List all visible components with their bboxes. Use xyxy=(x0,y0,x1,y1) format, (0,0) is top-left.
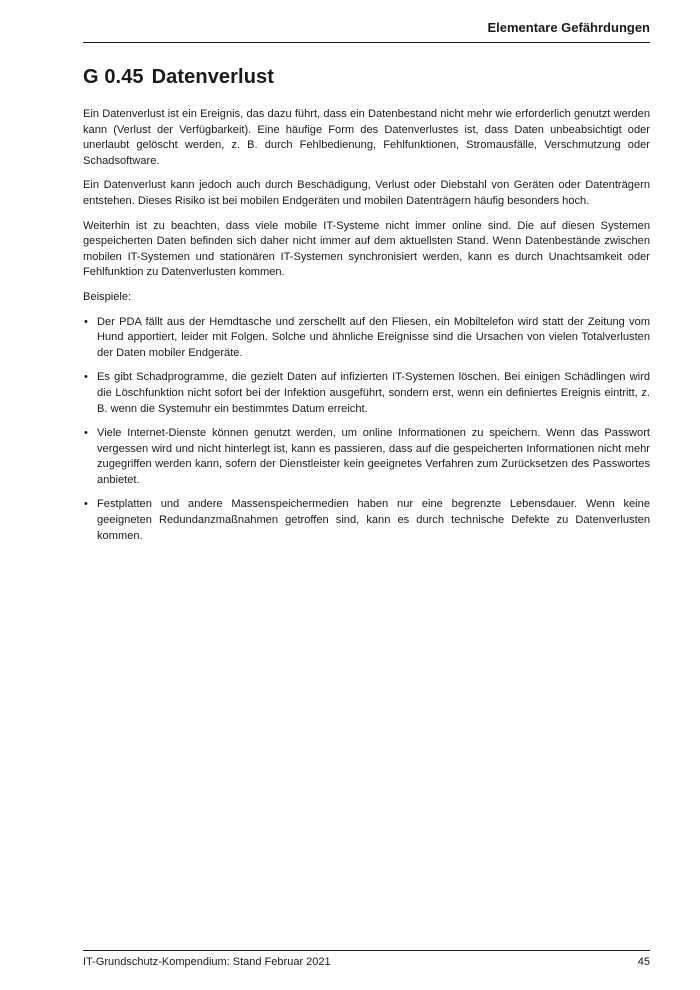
bullet-icon: • xyxy=(84,427,88,440)
page-number: 45 xyxy=(637,956,650,968)
bullet-icon: • xyxy=(84,498,88,511)
examples-list xyxy=(83,315,650,545)
paragraph-physical-loss: Ein Datenverlust kann jedoch auch durch Beschädigung, Verlust oder Diebstahl von Geräten oder Datenträgern entstehen. Dieses Risiko ist bei mobilen Endgeräten und mobilen Datenträgern häufig besonders hoch. xyxy=(83,179,650,207)
list-item xyxy=(83,426,650,488)
examples-label: Beispiele: xyxy=(83,290,132,303)
footer-publication: IT-Grundschutz-Kompendium: Stand Februar 2021 xyxy=(83,956,331,968)
footer-divider xyxy=(83,950,650,951)
bullet-icon: • xyxy=(84,315,88,328)
running-header-title: Elementare Gefährdungen xyxy=(487,20,650,35)
header-divider xyxy=(83,42,650,43)
list-item xyxy=(83,370,650,417)
article-body xyxy=(83,66,650,553)
threat-title: Datenverlust xyxy=(151,66,274,88)
list-item-text: Der PDA fällt aus der Hemdtasche und zerschellt auf den Fliesen, ein Mobiltelefon wird statt der Zeitung vom Hund apportiert, leider mit Folgen. Solche und ähnliche Ereignisse sind die Ursachen von vielen Totalverlusten der Daten mobiler Endgeräte. xyxy=(97,315,650,359)
list-item-text: Viele Internet-Dienste können genutzt werden, um online Informationen zu speichern. Wenn das Passwort vergessen wird und nicht hinterlegt ist, kann es passieren, dass auf die gespeicherten Informationen nicht mehr zugegriffen werden kann, sofern der Dienstleister kein geeignetes Verfahren zum Zurücksetzen des Passwortes anbietet. xyxy=(97,427,650,486)
list-item xyxy=(83,315,650,362)
page-title xyxy=(83,66,650,89)
list-item-text: Festplatten und andere Massenspeichermedien haben nur eine begrenzte Lebensdauer. Wenn keine geeigneten Redundanzmaßnahmen getroffen sind, kann es durch technische Defekte zu Datenverlusten kommen. xyxy=(97,498,650,542)
bullet-icon: • xyxy=(84,371,88,384)
list-item xyxy=(83,497,650,544)
threat-code: G 0.45 xyxy=(83,66,144,88)
paragraph-definition: Ein Datenverlust ist ein Ereignis, das dazu führt, dass ein Datenbestand nicht mehr wie erforderlich genutzt werden kann (Verlust der Verfügbarkeit). Eine häufige Form des Datenverlustes ist, dass Daten unbeabsichtigt oder unerlaubt gelöscht werden, z. B. durch Fehlbedienung, Fehlfunktionen, Stromausfälle, Verschmutzung oder Schadsoftware. xyxy=(83,108,650,167)
list-item-text: Es gibt Schadprogramme, die gezielt Daten auf infizierten IT-Systemen löschen. Bei einigen Schädlingen wird die Löschfunktion nicht sofort bei der Infektion ausgeführt, sondern erst, wenn ein definiertes Ereignis eintritt, z. B. wenn die Systemuhr ein bestimmtes Datum erreicht. xyxy=(97,371,650,415)
paragraph-mobile-sync: Weiterhin ist zu beachten, dass viele mobile IT-Systeme nicht immer online sind. Die auf diesen Systemen gespeicherten Daten befinden sich daher nicht immer auf dem aktuellsten Stand. Wenn Datenbestände zwischen mobilen IT-Systemen und stationären IT-Systemen synchronisiert werden, kann es durch Unachtsamkeit oder Fehlfunktion zu Datenverlusten kommen. xyxy=(83,219,650,279)
